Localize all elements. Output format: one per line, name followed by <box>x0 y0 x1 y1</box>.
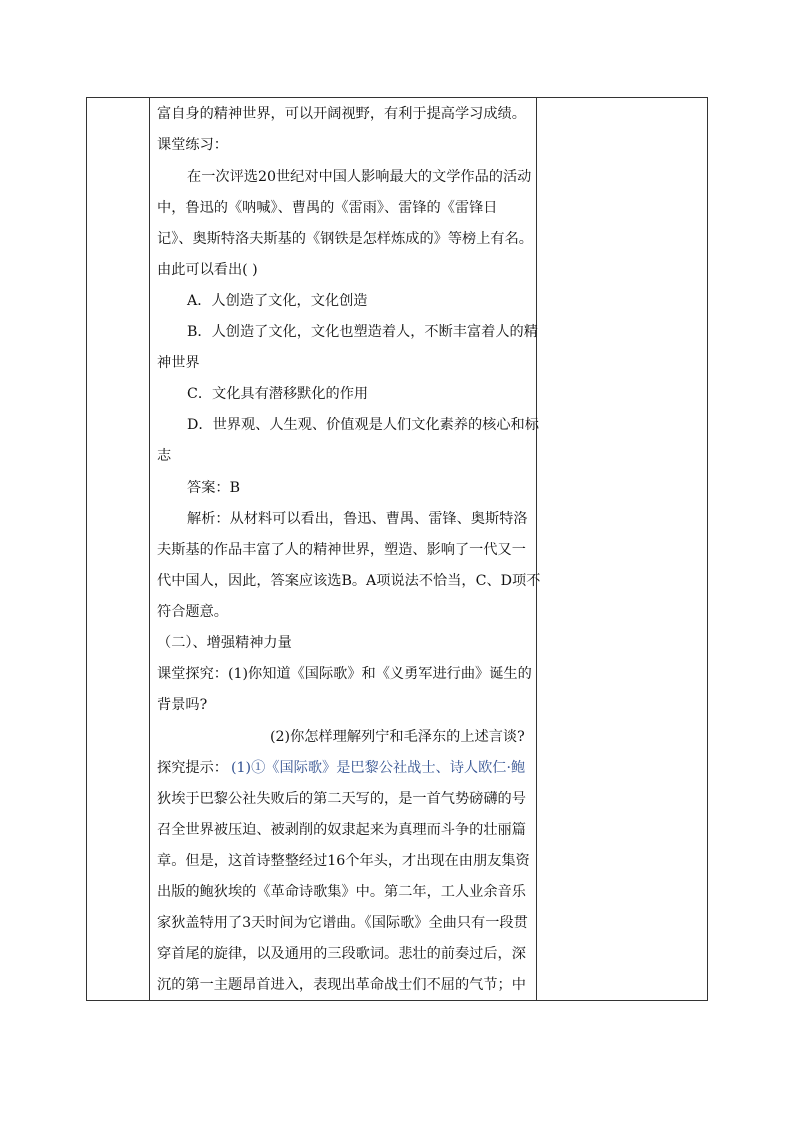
text-line: 召全世界被压迫、被剥削的奴隶起来为真理而斗争的壮丽篇 <box>157 822 526 838</box>
text-line: 沉的第一主题昂首进入，表现出革命战士们不屈的气节；中 <box>157 977 526 993</box>
text-line: 穿首尾的旋律，以及通用的三段歌词。悲壮的前奏过后，深 <box>157 946 526 962</box>
text-line: 由此可以看出( ) <box>157 262 258 278</box>
text-line: 夫斯基的作品丰富了人的精神世界，塑造、影响了一代又一 <box>157 542 526 558</box>
text-line: 章。但是，这首诗整整经过16个年头，才出现在由朋友集资 <box>157 853 530 869</box>
hint-label: 探究提示： <box>157 760 228 776</box>
option-b: B．人创造了文化，文化也塑造着人，不断丰富着人的精 <box>187 324 538 340</box>
text-line: 狄埃于巴黎公社失败后的第二天写的，是一首气势磅礴的号 <box>157 791 526 807</box>
section-heading: （二）、增强精神力量 <box>157 635 292 651</box>
section-label-practice: 课堂练习： <box>157 137 228 153</box>
column-divider-left <box>149 98 150 1000</box>
option-c: C．文化具有潜移默化的作用 <box>187 386 369 402</box>
text-line: 志 <box>157 448 172 464</box>
text-line: 在一次评选20世纪对中国人影响最大的文学作品的活动 <box>187 169 532 185</box>
text-line: 记》、奥斯特洛夫斯基的《钢铁是怎样炼成的》等榜上有名。 <box>157 231 533 247</box>
hint-text: (1)①《国际歌》是巴黎公社战士、诗人欧仁·鲍 <box>231 760 526 776</box>
answer: 答案：B <box>187 480 240 496</box>
text-line: 符合题意。 <box>157 604 228 620</box>
text-line: (2)你怎样理解列宁和毛泽东的上述言谈? <box>270 729 525 745</box>
option-a: A．人创造了文化，文化创造 <box>187 293 368 309</box>
option-d: D．世界观、人生观、价值观是人们文化素养的核心和标 <box>187 417 539 433</box>
text-line: 代中国人，因此，答案应该选B。A项说法不恰当，C、D项不 <box>157 573 541 589</box>
text-line: 富自身的精神世界，可以开阔视野，有利于提高学习成绩。 <box>157 106 526 122</box>
text-line: 课堂探究：(1)你知道《国际歌》和《义勇军进行曲》诞生的 <box>157 666 532 682</box>
column-divider-right <box>536 98 537 1000</box>
text-line: 神世界 <box>157 355 200 371</box>
text-line: 家狄盖特用了3天时间为它谱曲。《国际歌》全曲只有一段贯 <box>157 915 528 931</box>
text-line: 背景吗? <box>157 697 208 713</box>
analysis: 解析：从材料可以看出，鲁迅、曹禺、雷锋、奥斯特洛 <box>187 511 528 527</box>
lesson-table <box>86 97 708 1001</box>
text-line: 中，鲁迅的《呐喊》、曹禺的《雷雨》、雷锋的《雷锋日 <box>157 200 498 216</box>
text-line: 出版的鲍狄埃的《革命诗歌集》中。第二年，工人业余音乐 <box>157 884 526 900</box>
